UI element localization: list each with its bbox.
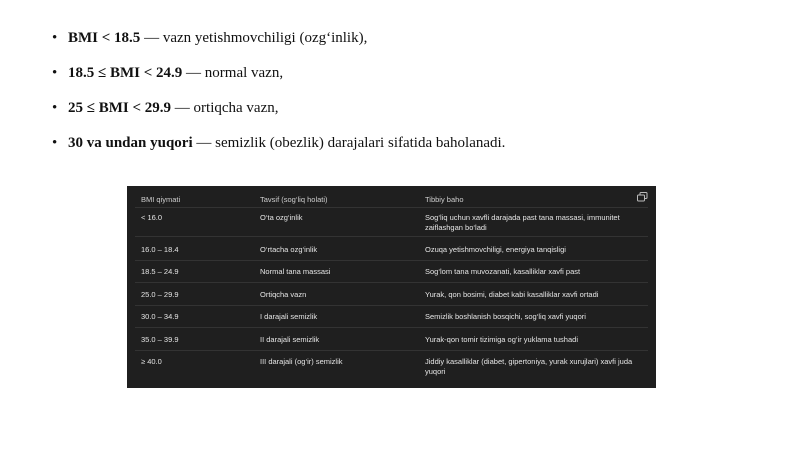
bullet-item [52, 30, 772, 47]
row-divider [135, 350, 648, 351]
header-description: Tavsif (sog‘liq holati) [260, 195, 328, 204]
bullet-dot-icon: • [52, 135, 58, 151]
table-cell-bmi: 25.0 – 29.9 [141, 290, 179, 299]
bullet-bold-text: 30 va undan yuqori [68, 135, 193, 151]
table-cell-bmi: 18.5 – 24.9 [141, 267, 179, 276]
bullet-text: — vazn yetishmovchiligi (ozg‘inlik), [140, 30, 368, 46]
bullet-text: — ortiqcha vazn, [171, 100, 279, 116]
row-divider [135, 260, 648, 261]
table-cell-assessment: Ozuqa yetishmovchiligi, energiya tanqisligi [425, 245, 566, 254]
bullet-dot-icon: • [52, 65, 58, 81]
row-divider [135, 305, 648, 306]
bullet-text: — normal vazn, [182, 65, 284, 81]
bullet-item [52, 135, 772, 152]
bmi-table-image [127, 186, 656, 388]
bullet-text: — semizlik (obezlik) darajalari sifatida baholanadi. [192, 135, 506, 151]
table-cell-description: I darajali semizlik [260, 312, 318, 321]
table-cell-assessment: Sog‘liq uchun xavfli darajada past tana massasi, immunitet zaiflashgan bo‘ladi [425, 213, 620, 232]
table-cell-bmi: 35.0 – 39.9 [141, 335, 179, 344]
bullet-item [52, 65, 772, 82]
bullet-bold-text: 18.5 ≤ BMI < 24.9 [68, 65, 183, 81]
table-cell-bmi: < 16.0 [141, 213, 163, 222]
table-cell-description: O‘rtacha ozg‘inlik [260, 245, 318, 254]
row-divider [135, 236, 648, 237]
table-cell-assessment: Semizlik boshlanish bosqichi, sog‘liq xavfi yuqori [425, 312, 586, 321]
header-divider [135, 207, 648, 208]
table-cell-assessment: Yurak-qon tomir tizimiga og‘ir yuklama tushadi [425, 335, 578, 344]
copy-icon[interactable] [637, 192, 648, 202]
header-medical-assessment: Tibbiy baho [425, 195, 464, 204]
table-cell-bmi: 16.0 – 18.4 [141, 245, 179, 254]
table-cell-description: Ortiqcha vazn [260, 290, 307, 299]
table-cell-assessment: Yurak, qon bosimi, diabet kabi kasalliklar xavfi ortadi [425, 290, 599, 299]
table-cell-description: III darajali (og‘ir) semizlik [260, 357, 343, 366]
header-bmi-value: BMI qiymati [141, 195, 181, 204]
table-cell-description: Normal tana massasi [260, 267, 331, 276]
bmi-bullet-list [52, 30, 772, 170]
table-cell-description: II darajali semizlik [260, 335, 320, 344]
row-divider [135, 327, 648, 328]
bullet-bold-text: 25 ≤ BMI < 29.9 [68, 100, 172, 116]
table-cell-description: O‘ta ozg‘inlik [260, 213, 303, 222]
row-divider [135, 282, 648, 283]
bullet-bold-text: BMI < 18.5 [68, 30, 141, 46]
table-cell-bmi: ≥ 40.0 [141, 357, 162, 366]
bullet-dot-icon: • [52, 100, 58, 116]
table-cell-bmi: 30.0 – 34.9 [141, 312, 179, 321]
bullet-item [52, 100, 772, 117]
table-cell-assessment: Sog‘lom tana muvozanati, kasalliklar xavfi past [425, 267, 581, 276]
table-cell-assessment: Jiddiy kasalliklar (diabet, gipertoniya, yurak xurujlari) xavfi juda yuqori [425, 357, 633, 376]
bullet-dot-icon: • [52, 30, 58, 46]
